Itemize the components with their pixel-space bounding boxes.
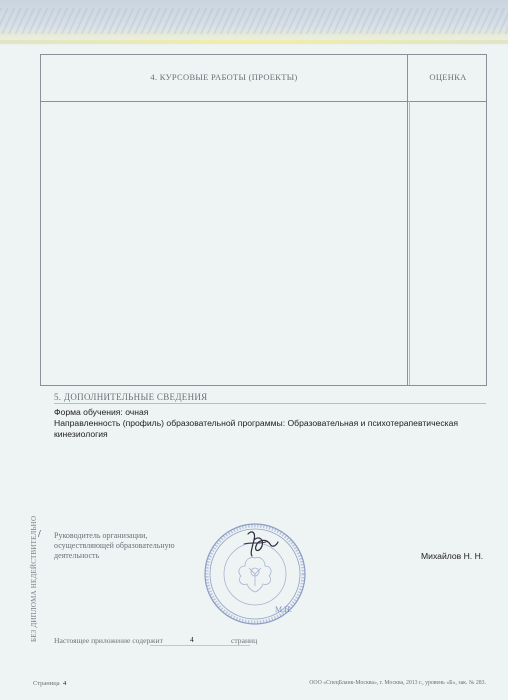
page-count-unit: страниц bbox=[231, 636, 258, 645]
signature bbox=[240, 528, 282, 560]
page-count-underline bbox=[150, 645, 250, 646]
table-header-row bbox=[41, 55, 486, 102]
page-count-label: Настоящее приложение содержит bbox=[54, 636, 163, 645]
section-5-title: 5. ДОПОЛНИТЕЛЬНЫЕ СВЕДЕНИЯ bbox=[54, 392, 208, 402]
additional-info bbox=[54, 407, 474, 440]
column-divider bbox=[407, 55, 408, 385]
head-name: Михайлов Н. Н. bbox=[421, 551, 484, 561]
footer-page-number: 4 bbox=[63, 680, 67, 687]
head-label-line-3: деятельность bbox=[54, 551, 100, 560]
head-label-line-1: Руководитель организации, bbox=[54, 531, 148, 540]
seal-label: М.П. bbox=[275, 605, 292, 614]
page-count-value: 4 bbox=[190, 635, 194, 644]
diploma-validity-note: БЕЗ ДИПЛОМА НЕДЕЙСТВИТЕЛЬНО bbox=[30, 515, 38, 642]
study-form: Форма обучения: очная bbox=[54, 407, 149, 417]
head-of-organization-label bbox=[54, 531, 204, 561]
coursework-header: 4. КУРСОВЫЕ РАБОТЫ (ПРОЕКТЫ) bbox=[150, 72, 298, 82]
emblem-icon bbox=[239, 557, 271, 592]
grade-header: ОЦЕНКА bbox=[429, 72, 467, 82]
column-divider-inner bbox=[409, 101, 410, 385]
decorative-line bbox=[0, 40, 508, 44]
head-label-line-2: осуществляющей образовательную bbox=[54, 541, 175, 550]
program-profile-line-1: Направленность (профиль) образовательной программы: Образовательная и психотерапевтическая bbox=[54, 418, 459, 428]
footer-page-label: Страница bbox=[33, 680, 60, 687]
footer-printer-info: ООО «СпецБланк-Москва», г. Москва, 2013 г., уровень «Б», зак. № 283. bbox=[309, 680, 486, 686]
section-5-divider bbox=[54, 403, 486, 404]
program-profile-line-2: кинезиология bbox=[54, 429, 108, 439]
coursework-table bbox=[40, 54, 487, 386]
signature-slash: / bbox=[38, 529, 41, 540]
